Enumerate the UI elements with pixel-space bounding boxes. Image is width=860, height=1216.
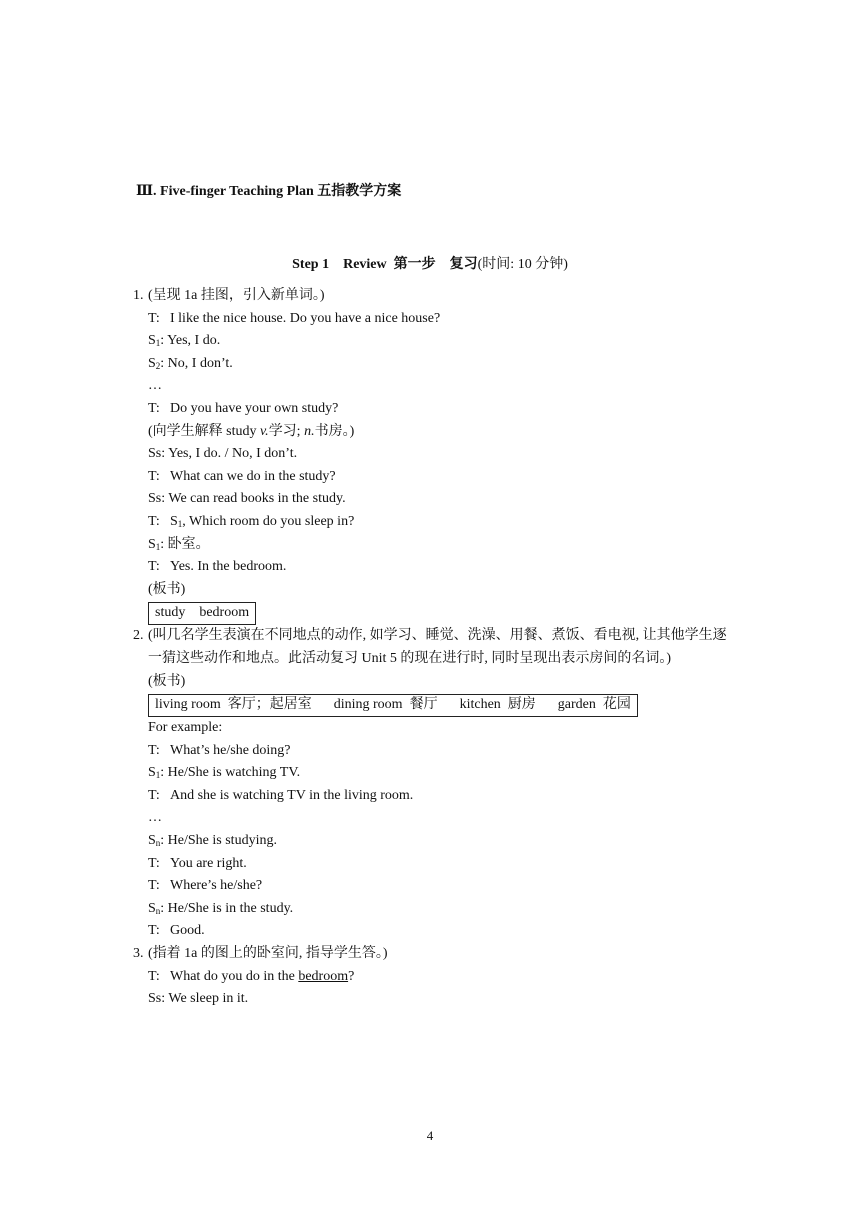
speaker-sub: n: [155, 838, 161, 849]
utterance: : Yes, I do.: [160, 333, 221, 349]
blackboard-box: [148, 694, 638, 717]
speaker: T:: [148, 742, 160, 758]
speaker: T:: [148, 968, 160, 984]
dialogue-line: [133, 511, 743, 534]
dialogue-line: [133, 966, 743, 989]
speaker: T:: [148, 923, 160, 939]
dialogue-line: [133, 785, 743, 808]
dialogue-line: [133, 330, 743, 353]
board-meaning: 客厅；起居室: [227, 696, 312, 712]
speaker: S: [148, 536, 156, 552]
item-text: (叫几名学生表演在不同地点的动作, 如学习、睡觉、洗澡、用餐、煮饭、看电视, 让其他学生逐一猜这些动作和地点。此活动复习 Unit 5 的现在进行时, 同时呈现出表示房间的名词。): [148, 628, 727, 666]
speaker: T:: [148, 878, 160, 894]
dialogue-line: [133, 534, 743, 557]
item-number: 2.: [133, 628, 144, 644]
board-word: bedroom: [199, 604, 250, 620]
utterance: What do you do in the: [170, 968, 299, 984]
speaker: S: [148, 333, 156, 349]
step-title: [0, 253, 860, 273]
board-meaning: 餐厅: [409, 696, 438, 712]
note-text: 学习;: [268, 423, 305, 439]
speaker-sub: 1: [155, 541, 161, 552]
speaker: T:: [148, 513, 160, 529]
dialogue-line: [133, 466, 743, 489]
board-word: dining room: [333, 696, 403, 712]
utterance: : No, I don’t.: [160, 355, 233, 371]
dialogue-line: [133, 762, 743, 785]
dialogue-line: [133, 398, 743, 421]
step-label: Step 1: [292, 257, 330, 272]
board-word: kitchen: [459, 696, 501, 712]
board-label: (板书): [148, 581, 186, 597]
utterance: You are right.: [170, 855, 247, 871]
item-number: 1.: [133, 288, 144, 303]
section-3-intro: [133, 943, 743, 966]
section-2-intro: [133, 625, 743, 670]
speaker: T:: [148, 559, 160, 575]
dialogue-line: [133, 353, 743, 376]
utterance: What’s he/she doing?: [170, 742, 291, 758]
utterance: And she is watching TV in the living room.: [170, 787, 414, 803]
page-number: 4: [426, 1128, 434, 1143]
section-1-intro: [133, 285, 743, 308]
utterance: Good.: [170, 923, 205, 939]
note-line: [133, 421, 743, 444]
speaker-sub: 1: [155, 338, 161, 349]
dialogue-line: [133, 556, 743, 579]
speaker: T:: [148, 468, 160, 484]
ellipsis: …: [148, 810, 162, 826]
board-meaning: 花园: [602, 696, 631, 712]
utterance: , Which room do you sleep in?: [182, 513, 355, 529]
utterance: Where’s he/she?: [170, 878, 263, 894]
speaker-sub: n: [155, 905, 161, 916]
example-label: For example:: [148, 720, 223, 736]
speaker: S: [148, 900, 156, 916]
dialogue-line: [133, 920, 743, 943]
speaker: S: [148, 833, 156, 849]
note-pos: n.: [304, 423, 315, 439]
board-word: living room: [155, 696, 221, 712]
speaker: T:: [148, 400, 160, 416]
dialogue-line: [133, 740, 743, 763]
dialogue-line: Ss: We can read books in the study.: [148, 491, 346, 507]
item-text: (呈现 1a 挂图，引入新单词。): [148, 288, 325, 303]
speaker: S: [148, 765, 156, 781]
speaker: T:: [148, 787, 160, 803]
step-title-en: Review: [343, 257, 387, 272]
speaker-sub: 1: [155, 770, 161, 781]
dialogue-line: [133, 830, 743, 853]
content: [133, 285, 743, 1011]
utterance: Yes. In the bedroom.: [170, 559, 287, 575]
utterance: What can we do in the study?: [170, 468, 336, 484]
utterance: : He/She is watching TV.: [160, 765, 301, 781]
board-word: study: [155, 604, 186, 620]
utterance: : He/She is in the study.: [160, 900, 294, 916]
note-pos: v.: [260, 423, 269, 439]
blackboard-box: [148, 602, 256, 625]
section-heading: Ⅲ. Five-finger Teaching Plan 五指教学方案: [136, 184, 402, 199]
board-meaning: 厨房: [507, 696, 536, 712]
utterance: Do you have your own study?: [170, 400, 339, 416]
dialogue-line: [133, 898, 743, 921]
step-title-cn2: 复习: [449, 257, 478, 272]
utterance: : 卧室。: [160, 536, 210, 552]
item-text: (指着 1a 的图上的卧室问, 指导学生答。): [148, 946, 388, 962]
underlined-word: bedroom: [298, 968, 349, 984]
ellipsis: …: [148, 378, 162, 394]
speaker: T:: [148, 310, 160, 326]
blackboard-row: [133, 693, 743, 717]
step-title-cn: 第一步: [393, 257, 436, 272]
blackboard-row: [133, 601, 743, 625]
speaker: T:: [148, 855, 160, 871]
speaker-sub: 2: [155, 360, 161, 371]
item-number: 3.: [133, 946, 144, 962]
step-time: (时间: 10 分钟): [477, 257, 568, 272]
dialogue-line: [133, 308, 743, 331]
note-text: 书房。): [314, 423, 355, 439]
speaker: S: [148, 355, 156, 371]
note-text: (向学生解释 study: [148, 423, 260, 439]
speaker-sub: 1: [177, 518, 183, 529]
utterance: I like the nice house. Do you have a nice house?: [170, 310, 441, 326]
dialogue-line: [133, 875, 743, 898]
board-word: garden: [557, 696, 596, 712]
dialogue-line: Ss: Yes, I do. / No, I don’t.: [148, 446, 298, 462]
utterance: : He/She is studying.: [160, 833, 277, 849]
dialogue-line: Ss: We sleep in it.: [148, 991, 249, 1007]
utterance: S: [170, 513, 178, 529]
board-label: (板书): [148, 673, 186, 689]
dialogue-line: [133, 853, 743, 876]
utterance: ?: [348, 968, 355, 984]
